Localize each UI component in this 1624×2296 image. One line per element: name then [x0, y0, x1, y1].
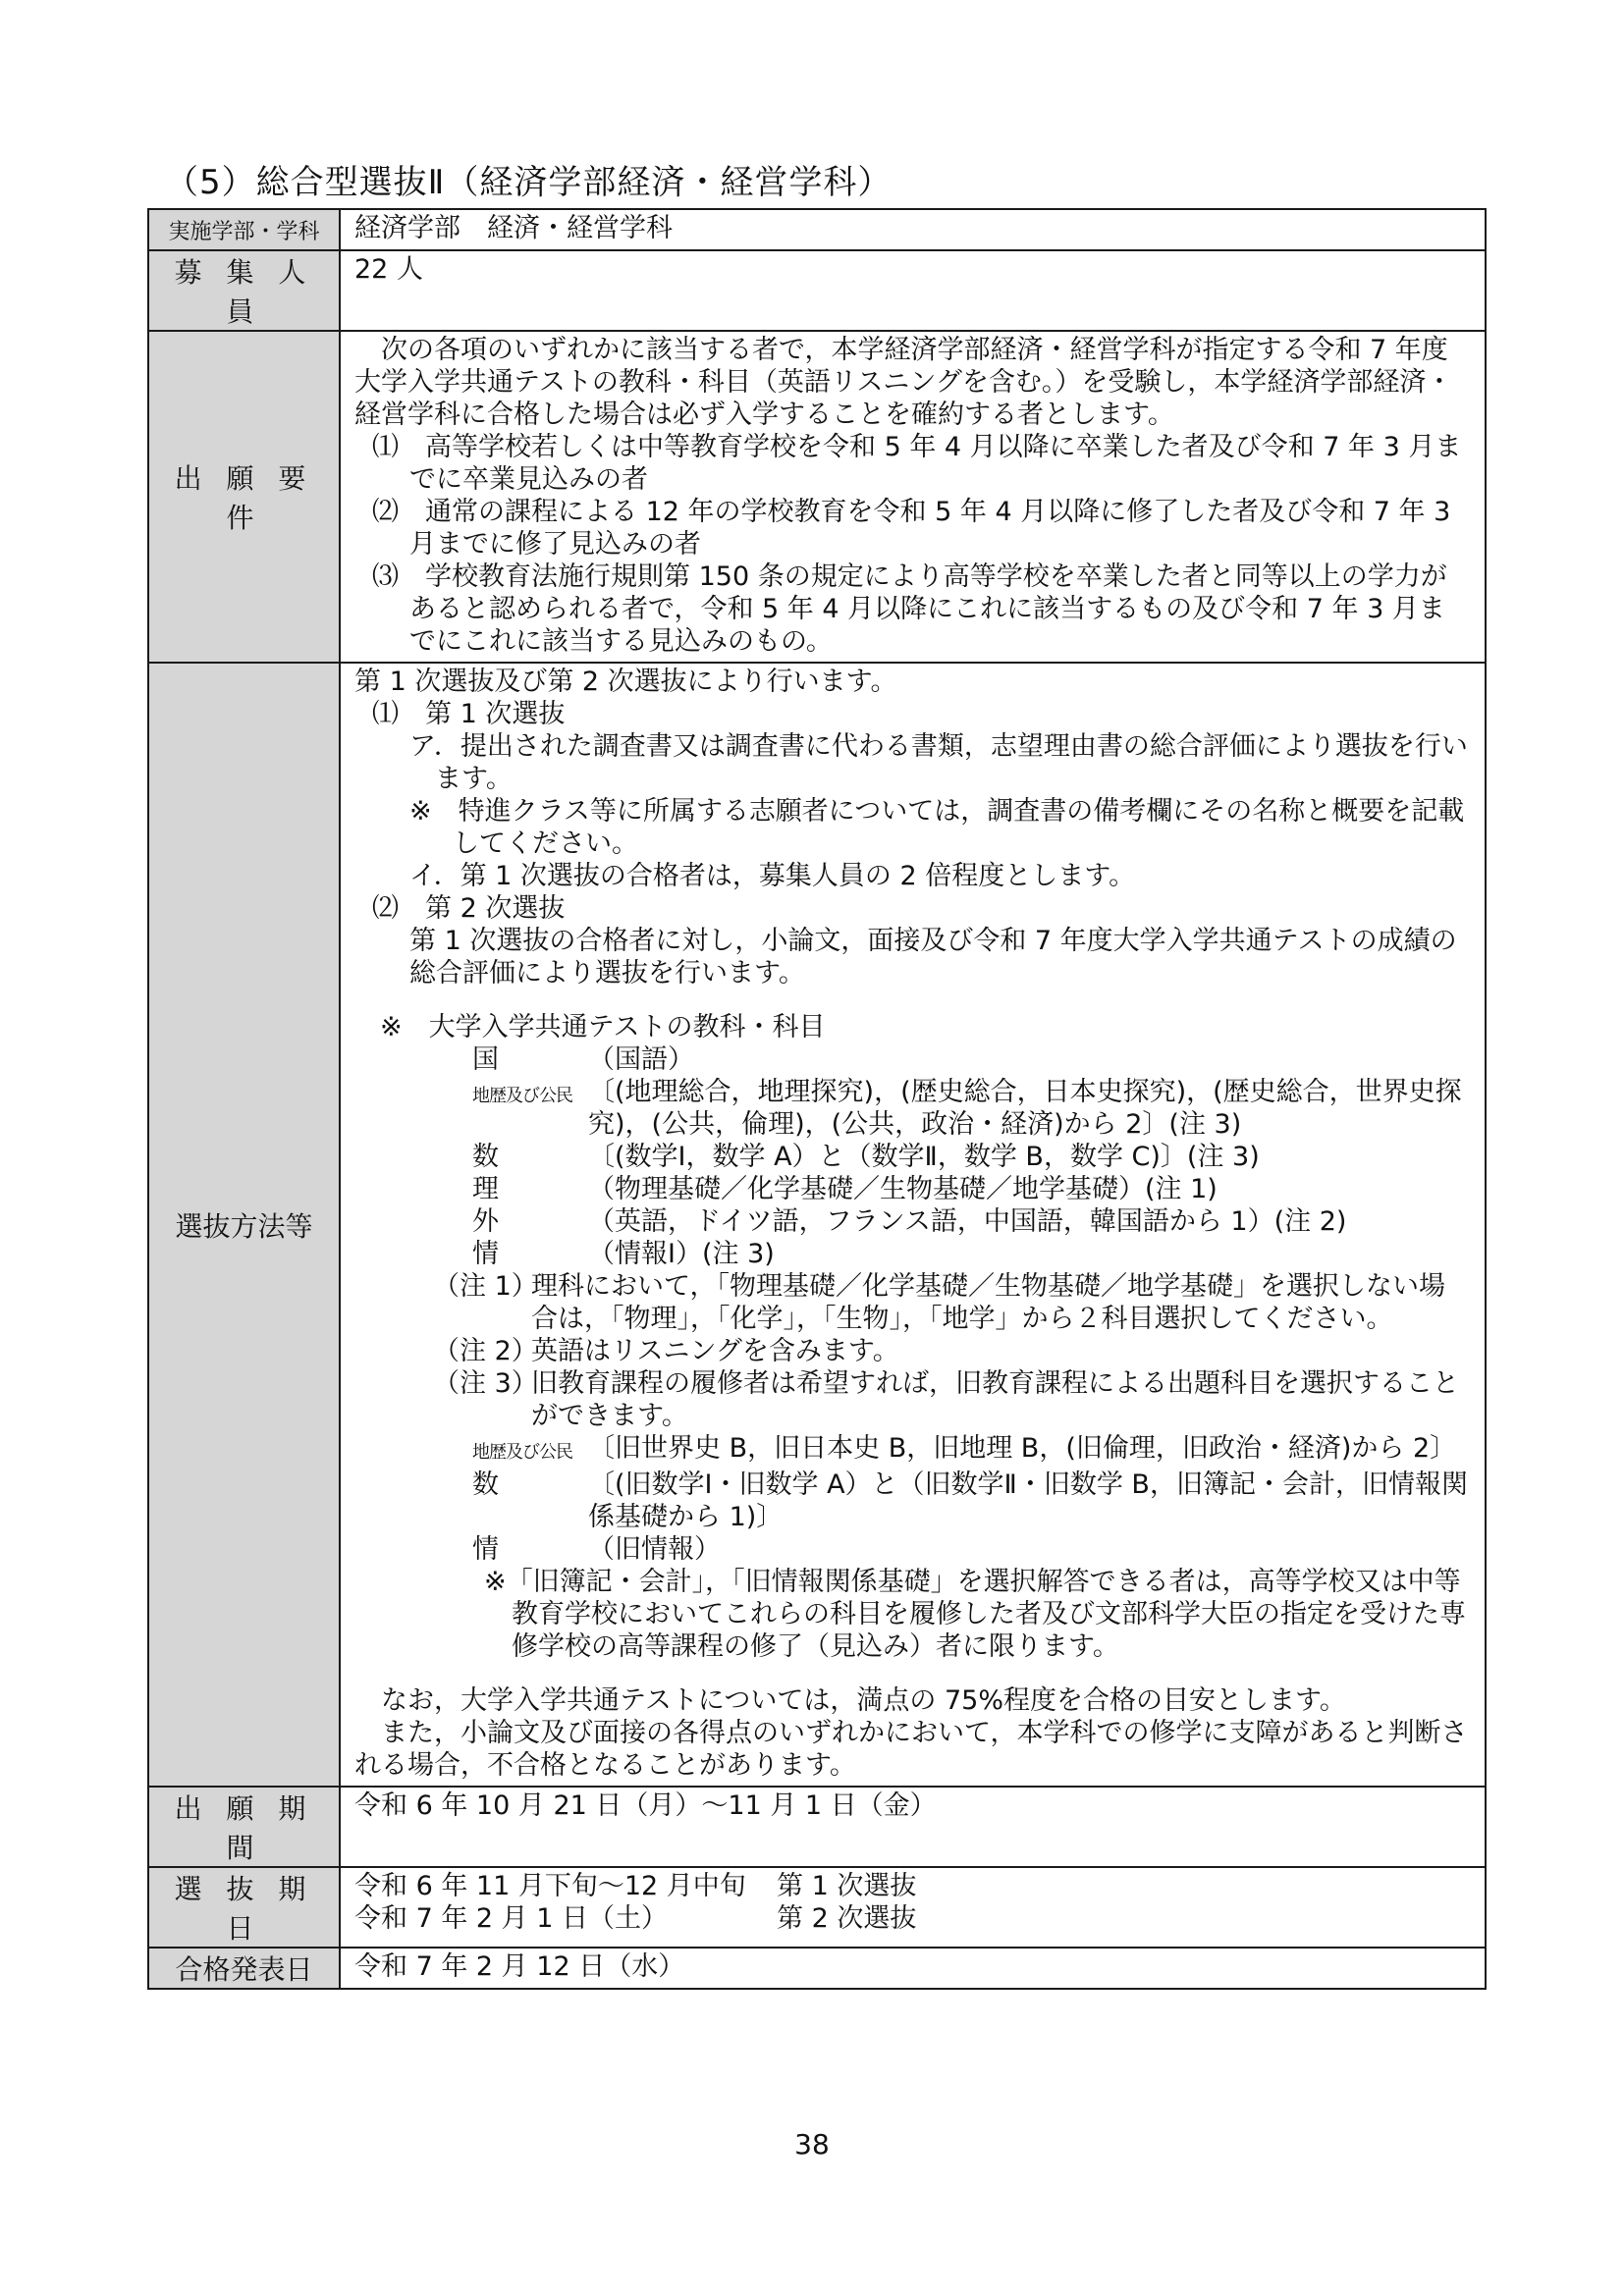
table-row-eligibility: [148, 331, 1486, 663]
selection-stage: 第 1 次選抜: [777, 1871, 917, 1901]
selection-date-row: [354, 1870, 1471, 1902]
page-number: 38: [794, 2128, 830, 2161]
old-subject-row: [354, 1533, 1471, 1566]
subject-key: 理: [472, 1174, 499, 1204]
subject-value: 〔(数学Ⅰ，数学 A）と（数学Ⅱ，数学 B，数学 C)〕(注 3): [588, 1142, 1260, 1172]
capacity-value: 22 人: [340, 250, 1486, 331]
method-closing-1: なお，大学入学共通テストについては，満点の 75%程度を合格の目安とします。: [381, 1685, 1346, 1716]
subject-value: 〔(地理総合，地理探究)，(歴史総合，日本史探究)，(歴史総合，世界史探究)，(公共，倫理)，(公共，政治・経済)から 2〕(注 3): [588, 1077, 1462, 1140]
selection-date: 令和 7 年 2 月 1 日（土）: [354, 1903, 669, 1934]
application-period-label: 出 願 期 間: [148, 1787, 340, 1867]
selection-date: 令和 6 年 11 月下旬～12 月中旬: [354, 1871, 746, 1901]
old-subjects-note: ※「旧簿記・会計」，「旧情報関係基礎」を選択解答できる者は，高等学校又は中等教育学校においてこれらの科目を履修した者及び文部科学大臣の指定を受けた専修学校の高等課程の修了（見込み）者に限ります。: [484, 1567, 1466, 1662]
selection-dates-value: [340, 1867, 1486, 1948]
note-row: [354, 1335, 1471, 1367]
first-selection-a: ア．提出された調査書又は調査書に代わる書類，志望理由書の総合評価により選抜を行います。: [409, 731, 1468, 794]
section-title: （5）総合型選抜Ⅱ（経済学部経済・経営学科）: [165, 163, 893, 202]
selection-stage: 第 2 次選抜: [777, 1903, 917, 1934]
subject-key: 数: [472, 1142, 499, 1172]
note-value: 理科において，「物理基礎／化学基礎／生物基礎／地学基礎」を選択しない場合は，「物理」，「化学」，「生物」，「地学」から２科目選択してください。: [531, 1271, 1445, 1334]
subject-row: [354, 1043, 1471, 1076]
note-row: [354, 1270, 1471, 1335]
subject-key: 国: [472, 1044, 499, 1075]
first-selection-heading: ⑴ 第 1 次選抜: [372, 699, 566, 729]
subject-key: 外: [472, 1206, 499, 1237]
subject-row: [354, 1141, 1471, 1173]
note-value: 英語はリスニングを含みます。: [531, 1336, 899, 1366]
announcement-label: 合格発表日: [148, 1948, 340, 1989]
subject-row: [354, 1076, 1471, 1141]
subject-value: （英語，ドイツ語，フランス語，中国語，韓国語から 1）(注 2): [588, 1206, 1347, 1237]
old-subject-row: [354, 1432, 1471, 1468]
first-selection-note: ※ 特進クラス等に所属する志願者については，調査書の備考欄にその名称と概要を記載してください。: [409, 796, 1465, 859]
faculty-label: 実施学部・学科: [148, 209, 340, 250]
eligibility-intro: 次の各項のいずれかに該当する者で，本学経済学部経済・経営学科が指定する令和 7 年度大学入学共通テストの教科・科目（英語リスニングを含む。）を受験し，本学経済学部経済・経営学科に合格した場合は必ず入学することを確約する者とします。: [354, 335, 1453, 430]
eligibility-item-1: ⑴ 高等学校若しくは中等教育学校を令和 5 年 4 月以降に卒業した者及び令和 7 年 3 月までに卒業見込みの者: [372, 432, 1462, 495]
eligibility-value: [340, 331, 1486, 663]
table-row-selection-dates: [148, 1867, 1486, 1948]
subject-key: 情: [472, 1239, 499, 1269]
old-subject-row: [354, 1468, 1471, 1533]
note-row: [354, 1367, 1471, 1432]
announcement-value: 令和 7 年 2 月 12 日（水）: [340, 1948, 1486, 1989]
old-subject-value: 〔旧世界史 B，旧日本史 B，旧地理 B，(旧倫理，旧政治・経済)から 2〕: [588, 1433, 1457, 1464]
old-subject-key: 地歴及び公民: [472, 1442, 572, 1463]
table-row-announcement: [148, 1948, 1486, 1989]
note-key: （注 1）: [433, 1271, 538, 1302]
subject-row: [354, 1205, 1471, 1238]
subject-value: （物理基礎／化学基礎／生物基礎／地学基礎）(注 1): [588, 1174, 1218, 1204]
selection-date-row: [354, 1902, 1471, 1935]
subjects-heading: ※ 大学入学共通テストの教科・科目: [380, 1012, 826, 1042]
subject-row: [354, 1238, 1471, 1270]
old-subject-value: 〔(旧数学Ⅰ・旧数学 A）と（旧数学Ⅱ・旧数学 B，旧簿記・会計，旧情報関係基礎から 1)〕: [588, 1469, 1468, 1532]
table-row-application-period: [148, 1787, 1486, 1867]
note-key: （注 3）: [433, 1368, 538, 1399]
table-row-faculty: [148, 209, 1486, 250]
method-closing-2: また，小論文及び面接の各得点のいずれかにおいて，本学科での修学に支障があると判断される場合，不合格となることがあります。: [354, 1718, 1468, 1781]
method-label: 選抜方法等: [148, 663, 340, 1787]
first-selection-b: イ．第 1 次選抜の合格者は，募集人員の 2 倍程度とします。: [409, 861, 1136, 891]
subject-value: （国語）: [588, 1044, 694, 1075]
note-value: 旧教育課程の履修者は希望すれば，旧教育課程による出題科目を選択することができます。: [531, 1368, 1459, 1431]
second-selection-text: 第 1 次選抜の合格者に対し，小論文，面接及び令和 7 年度大学入学共通テストの成績の総合評価により選抜を行います。: [409, 926, 1457, 988]
method-value: [340, 663, 1486, 1787]
method-intro: 第 1 次選抜及び第 2 次選抜により行います。: [354, 667, 897, 697]
old-subject-key: 情: [472, 1534, 499, 1565]
subject-key: 地歴及び公民: [472, 1086, 572, 1106]
old-subject-key: 数: [472, 1469, 499, 1500]
faculty-value: 経済学部 経済・経営学科: [340, 209, 1486, 250]
selection-dates-label: 選 抜 期 日: [148, 1867, 340, 1948]
table-row-method: [148, 663, 1486, 1787]
eligibility-label: 出 願 要 件: [148, 331, 340, 663]
subject-row: [354, 1173, 1471, 1205]
table-row-capacity: [148, 250, 1486, 331]
note-key: （注 2）: [433, 1336, 538, 1366]
second-selection-heading: ⑵ 第 2 次選抜: [372, 893, 566, 924]
subject-value: （情報Ⅰ）(注 3): [588, 1239, 775, 1269]
admission-table: [147, 208, 1487, 1990]
old-subject-value: （旧情報）: [588, 1534, 721, 1565]
capacity-label: 募 集 人 員: [148, 250, 340, 331]
application-period-value: 令和 6 年 10 月 21 日（月）～11 月 1 日（金）: [340, 1787, 1486, 1867]
eligibility-item-3: ⑶ 学校教育法施行規則第 150 条の規定により高等学校を卒業した者と同等以上の学力があると認められる者で，令和 5 年 4 月以降にこれに該当するもの及び令和 7 年 3 月までにこれに該当する見込みのもの。: [372, 561, 1447, 657]
eligibility-item-2: ⑵ 通常の課程による 12 年の学校教育を令和 5 年 4 月以降に修了した者及び令和 7 年 3 月までに修了見込みの者: [372, 497, 1451, 560]
